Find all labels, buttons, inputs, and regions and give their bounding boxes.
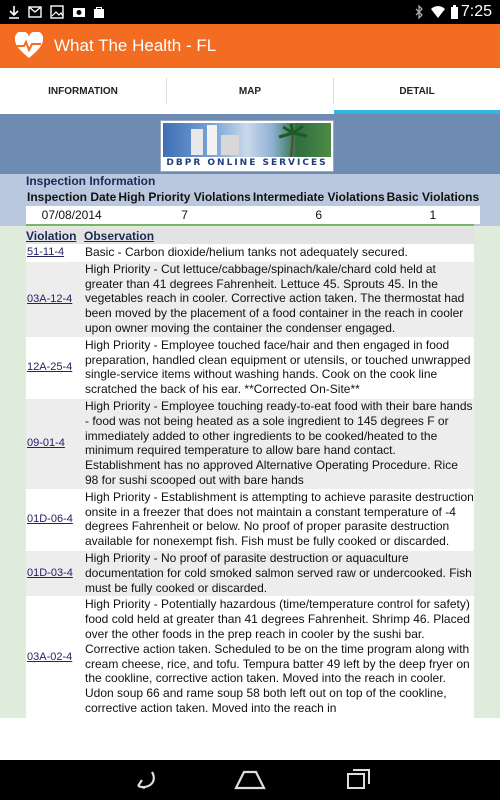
navigation-bar [0, 760, 500, 800]
logo-text: DBPR ONLINE SERVICES [166, 158, 328, 168]
capitol-palm-image [163, 123, 331, 157]
header-intermediate: Intermediate Violations [252, 190, 385, 204]
high-priority-count: 7 [117, 206, 251, 224]
violation-observation: High Priority - No proof of parasite destruction or aquaculture documentation for cold smoked salmon served raw or undercooked. Fish must be fully cooked or discarded. [84, 550, 474, 596]
tab-information[interactable]: INFORMATION [48, 85, 118, 97]
violations-header-row [26, 228, 474, 244]
violation-code-link[interactable]: 01D-03-4 [27, 567, 73, 580]
app-title: What The Health - FL [54, 36, 217, 55]
camera-icon [72, 5, 86, 19]
bottom-spacer [0, 718, 500, 760]
app-bar [0, 24, 500, 68]
violation-observation: High Priority - Employee touched face/hair and then engaged in food preparation, handled clean equipment or utensils, or touched unwrapped single-service items without washing hands. Cook on the cook line scratched the back of his ear. **Corrected On-Site** [84, 337, 474, 398]
recent-apps-icon[interactable] [346, 768, 372, 792]
image-icon [50, 5, 64, 19]
logo-image [163, 123, 331, 157]
basic-count: 1 [386, 206, 480, 224]
divider [26, 224, 474, 226]
inspection-table [26, 188, 480, 224]
header-high-priority: High Priority Violations [118, 190, 251, 204]
header-violation: Violation [26, 228, 84, 244]
header-basic: Basic Violations [386, 190, 480, 204]
detail-content[interactable] [0, 114, 500, 718]
battery-icon [450, 5, 459, 19]
intermediate-count: 6 [252, 206, 386, 224]
violation-row [26, 398, 474, 489]
violation-code-link[interactable]: 51-11-4 [27, 246, 65, 258]
heart-pulse-icon[interactable] [14, 32, 44, 60]
violation-code-link[interactable]: 09-01-4 [27, 437, 65, 450]
wifi-icon [430, 5, 446, 19]
dbpr-banner [0, 114, 500, 174]
violation-observation: High Priority - Employee touching ready-to-eat food with their bare hands - food was not being heated as a sole ingredient to 145 degrees F or immediately added to other ingredients to be cooked/heated to the minimum required temperature to allow bare hand contact. Establishment has no approved Alternative Operating Procedure. Rice 98 for sushi scooped out with bare hands [84, 398, 474, 489]
inspection-value-row [26, 206, 480, 224]
violation-row [26, 244, 474, 261]
header-inspection-date: Inspection Date [27, 190, 117, 204]
violation-observation: High Priority - Cut lettuce/cabbage/spinach/kale/chard cold held at greater than 41 degrees Fahrenheit. Lettuce 45. Sprouts 45. In the vegetables reach in cooler. Corrective action taken. The thermostat had been moved by the placement of a food container in the reach in cooler upon owner moving the container the condenser engaged. [84, 261, 474, 337]
gmail-icon [28, 5, 42, 19]
violation-code-link[interactable]: 01D-06-4 [27, 513, 73, 526]
tab-bar [0, 68, 500, 114]
inspection-title: Inspection Information [26, 174, 156, 188]
violation-code-link[interactable]: 03A-12-4 [27, 292, 73, 305]
violation-row [26, 597, 474, 717]
violation-observation: High Priority - Establishment is attempting to achieve parasite destruction onsite in a freezer that does not maintain a constant temperature of -4 degrees Fahrenheit or below. No proof of proper parasite destruction available for nonexempt fish. Fish must be fully cooked or discarded. [84, 489, 474, 550]
dbpr-logo [160, 120, 334, 172]
violation-observation: Basic - Carbon dioxide/helium tanks not adequately secured. [84, 244, 474, 261]
home-icon[interactable] [234, 768, 266, 792]
violation-code-link[interactable]: 03A-02-4 [27, 650, 73, 663]
violation-observation: High Priority - Potentially hazardous (time/temperature control for safety) food cold held at greater than 41 degrees Fahrenheit. Shrimp 46. Placed over the other foods in the prep reach in cooler by the sushi bar. Corrective action taken. Scheduled to be on the time program along with cream cheese, rice, and tofu. Tempura batter 49 left by the deep fryer on the cookline, corrective action taken. Moved into the reach in cooler. Udon soup 66 and rame soup 58 both left out on top of the cookline, corrective action taken. Moved into the reach in [84, 597, 474, 717]
violation-row [26, 261, 474, 337]
status-bar [0, 0, 500, 24]
inspection-header-row [26, 188, 480, 206]
back-icon[interactable] [128, 768, 158, 792]
bluetooth-icon [414, 5, 424, 19]
tab-map[interactable]: MAP [238, 85, 262, 97]
tab-detail[interactable]: DETAIL [399, 85, 435, 97]
violation-code-link[interactable]: 12A-25-4 [27, 361, 73, 374]
header-observation: Observation [84, 228, 474, 244]
violation-row [26, 489, 474, 550]
violations-table [26, 228, 474, 718]
clock: 7:25 [460, 3, 492, 20]
inspection-date: 07/08/2014 [26, 206, 117, 224]
violation-row [26, 337, 474, 398]
violation-row [26, 550, 474, 596]
bag-icon [92, 5, 106, 19]
download-icon [8, 5, 20, 19]
